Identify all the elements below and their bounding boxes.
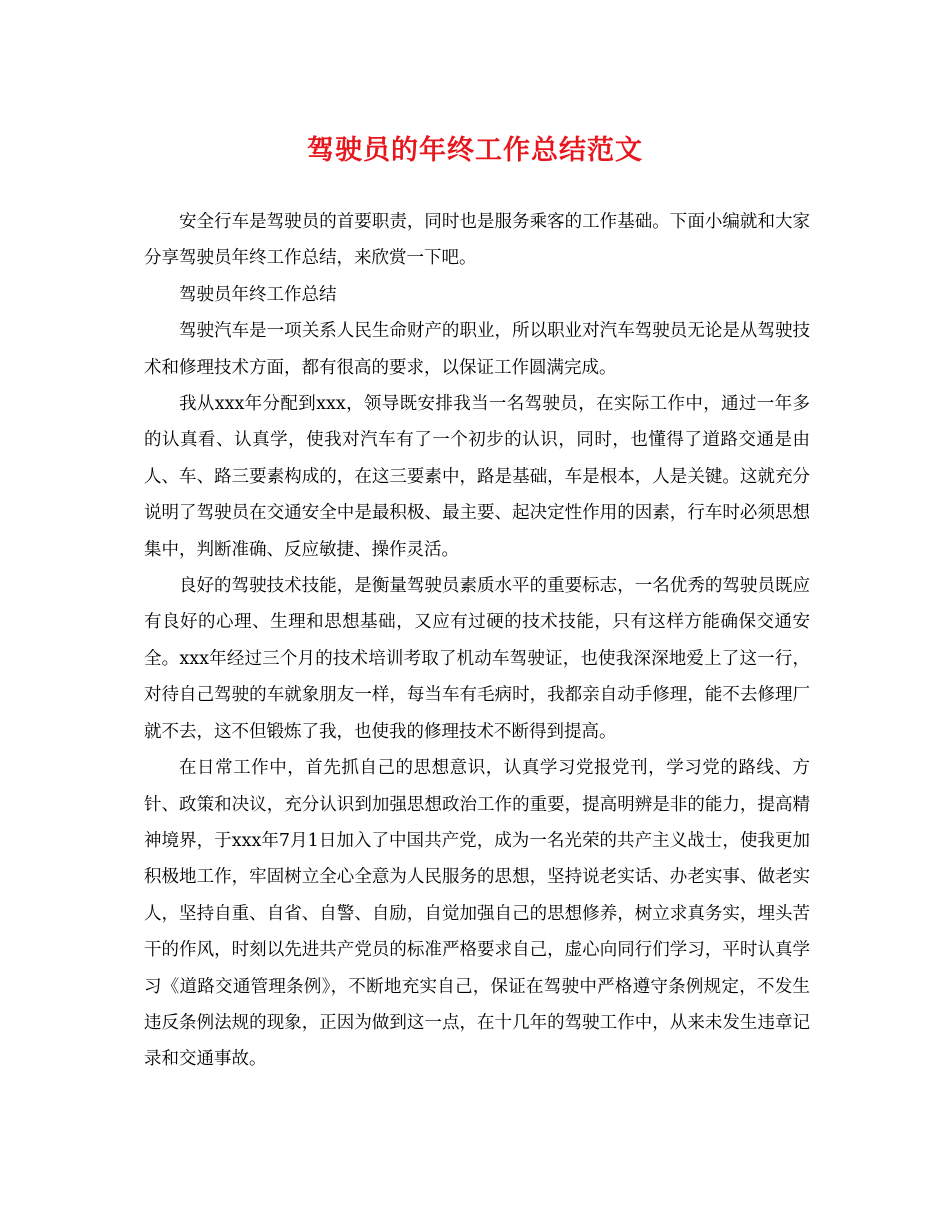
- paragraph-subheading: 驾驶员年终工作总结: [179, 284, 337, 305]
- paragraph-intro: 安全行车是驾驶员的首要职责，同时也是服务乘客的工作基础。下面小编就和大家分享驾驶员年终工作总结，来欣赏一下吧。: [144, 212, 810, 269]
- paragraph-assignment: 我从xxx年分配到xxx，领导既安排我当一名驾驶员，在实际工作中，通过一年多的认真看、认真学，使我对汽车有了一个初步的认识，同时，也懂得了道路交通是由人、车、路三要素构成的，在这三要素中，路是基础，车是根本，人是关键。这就充分说明了驾驶员在交通安全中是最积极、最主要、起决定性作用的因素，行车时必须思想集中，判断准确、反应敏捷、操作灵活。: [144, 394, 810, 560]
- paragraph-technical-skills: 良好的驾驶技术技能，是衡量驾驶员素质水平的重要标志，一名优秀的驾驶员既应有良好的心理、生理和思想基础，又应有过硬的技术技能，只有这样方能确保交通安全。xxx年经过三个月的技术培训考取了机动车驾驶证，也使我深深地爱上了这一行，对待自己驾驶的车就象朋友一样，每当车有毛病时，我都亲自动手修理，能不去修理厂就不去，这不但锻炼了我，也使我的修理技术不断得到提高。: [144, 576, 810, 742]
- document-body: [144, 204, 810, 1078]
- paragraph-daily-work: 在日常工作中，首先抓自己的思想意识，认真学习党报党刊，学习党的路线、方针、政策和决议，充分认识到加强思想政治工作的重要，提高明辨是非的能力，提高精神境界，于xxx年7月1日加入了中国共产党，成为一名光荣的共产主义战士，使我更加积极地工作，牢固树立全心全意为人民服务的思想，坚持说老实话、办老实事、做老实人，坚持自重、自省、自警、自励，自觉加强自己的思想修养，树立求真务实，埋头苦干的作风，时刻以先进共产党员的标准严格要求自己，虚心向同行们学习，平时认真学习《道路交通管理条例》，不断地充实自己，保证在驾驶中严格遵守条例规定，不发生违反条例法规的现象，正因为做到这一点，在十几年的驾驶工作中，从来未发生违章记录和交通事故。: [144, 758, 810, 1070]
- paragraph-driving-profession: 驾驶汽车是一项关系人民生命财产的职业，所以职业对汽车驾驶员无论是从驾驶技术和修理技术方面，都有很高的要求，以保证工作圆满完成。: [144, 321, 810, 378]
- document-title: 驾驶员的年终工作总结范文: [307, 135, 643, 166]
